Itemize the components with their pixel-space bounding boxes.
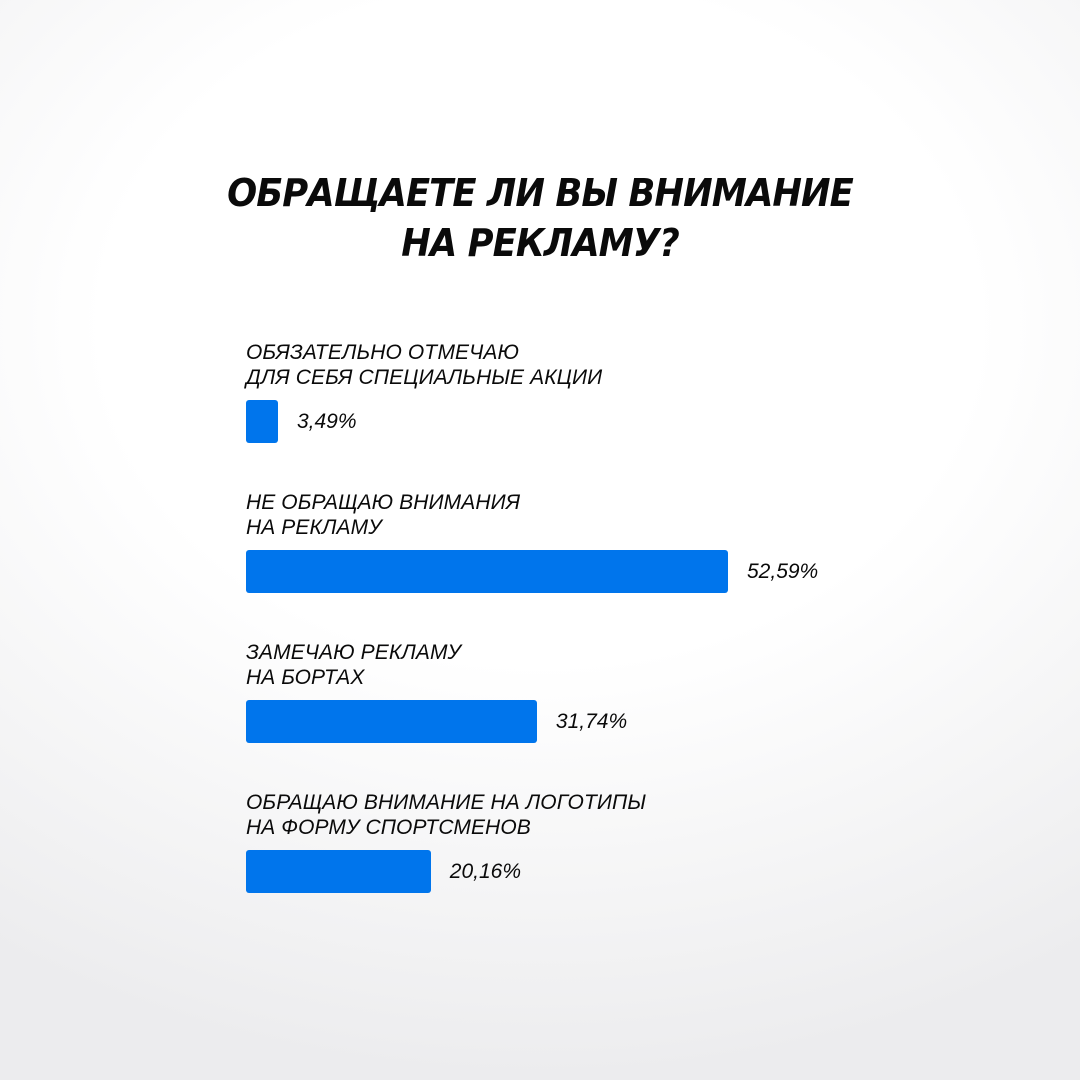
category-label-line: ЗАМЕЧАЮ РЕКЛАМУ — [246, 641, 462, 664]
category-label-line: ОБРАЩАЮ ВНИМАНИЕ НА ЛОГОТИПЫ — [246, 791, 647, 814]
bar-row — [246, 700, 866, 743]
category-label-line: ОБЯЗАТЕЛЬНО ОТМЕЧАЮ — [246, 341, 520, 364]
bar-value-label: 20,16% — [449, 860, 521, 883]
category-label-line: НА БОРТАХ — [246, 666, 365, 689]
bar — [246, 550, 728, 593]
category-label — [246, 640, 866, 690]
bar-value-label: 52,59% — [747, 560, 819, 583]
bar-item — [246, 790, 866, 893]
bar — [246, 850, 431, 893]
bar-row — [246, 400, 866, 443]
bar — [246, 700, 537, 743]
chart-title-line-1: ОБРАЩАЕТЕ ЛИ ВЫ ВНИМАНИЕ — [227, 171, 853, 215]
category-label-line: НА ФОРМУ СПОРТСМЕНОВ — [246, 816, 531, 839]
bar-value-label: 3,49% — [296, 410, 357, 433]
chart-title — [38, 168, 1042, 268]
bar-row — [246, 850, 866, 893]
category-label-line: НЕ ОБРАЩАЮ ВНИМАНИЯ — [246, 491, 521, 514]
category-label-line: НА РЕКЛАМУ — [246, 516, 382, 539]
bar-row — [246, 550, 866, 593]
category-label-line: ДЛЯ СЕБЯ СПЕЦИАЛЬНЫЕ АКЦИИ — [246, 366, 603, 389]
bar-item — [246, 490, 866, 593]
bar — [246, 400, 278, 443]
category-label — [246, 490, 866, 540]
chart-title-line-2: НА РЕКЛАМУ? — [401, 221, 679, 265]
category-label — [246, 340, 866, 390]
bar-value-label: 31,74% — [555, 710, 628, 733]
bar-item — [246, 340, 866, 443]
bar-item — [246, 640, 866, 743]
category-label — [246, 790, 866, 840]
